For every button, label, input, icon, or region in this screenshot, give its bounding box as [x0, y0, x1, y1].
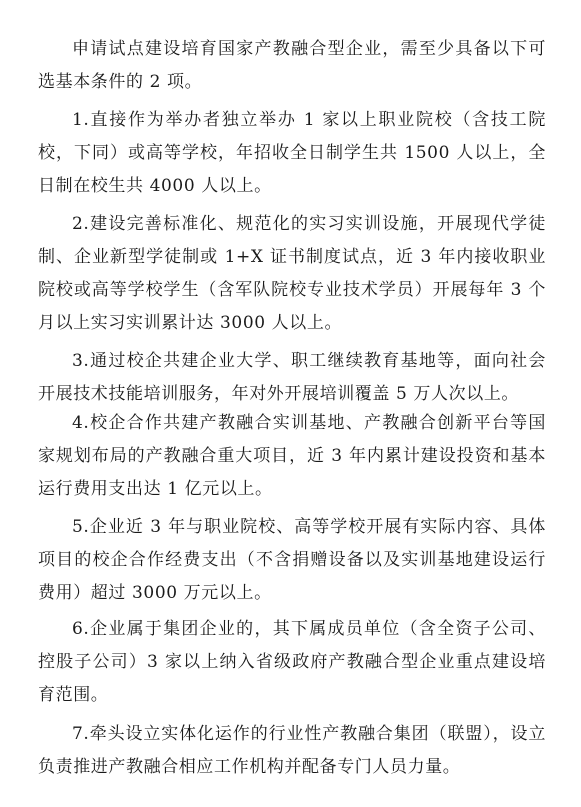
intro-paragraph: 申请试点建设培育国家产教融合型企业，需至少具备以下可选基本条件的 2 项。 — [38, 39, 546, 92]
condition-7-paragraph: 7.牵头设立实体化运作的行业性产教融合集团（联盟），设立负责推进产教融合相应工作机构并配备专门人员力量。 — [38, 724, 546, 777]
condition-5-paragraph: 5.企业近 3 年与职业院校、高等学校开展有实际内容、具体项目的校企合作经费支出（不含捐赠设备以及实训基地建设运行费用）超过 3000 万元以上。 — [38, 517, 546, 603]
condition-3-paragraph: 3.通过校企共建企业大学、职工继续教育基地等，面向社会开展技术技能培训服务，年对外开展培训覆盖 5 万人次以上。 — [38, 351, 546, 404]
condition-1-paragraph: 1.直接作为举办者独立举办 1 家以上职业院校（含技工院校，下同）或高等学校，年招收全日制学生共 1500 人以上，全日制在校生共 4000 人以上。 — [38, 110, 546, 196]
condition-2-paragraph: 2.建设完善标准化、规范化的实习实训设施，开展现代学徒制、企业新型学徒制或 1+X 证书制度试点，近 3 年内接收职业院校或高等学校学生（含军队院校专业技术学员）开展每年 3 个月以上实习实训累计达 3000 人以上。 — [38, 214, 546, 333]
condition-6-paragraph: 6.企业属于集团企业的，其下属成员单位（含全资子公司、控股子公司）3 家以上纳入省级政府产教融合型企业重点建设培育范围。 — [38, 619, 546, 705]
condition-4-paragraph: 4.校企合作共建产教融合实训基地、产教融合创新平台等国家规划布局的产教融合重大项目，近 3 年内累计建设投资和基本运行费用支出达 1 亿元以上。 — [38, 413, 546, 499]
